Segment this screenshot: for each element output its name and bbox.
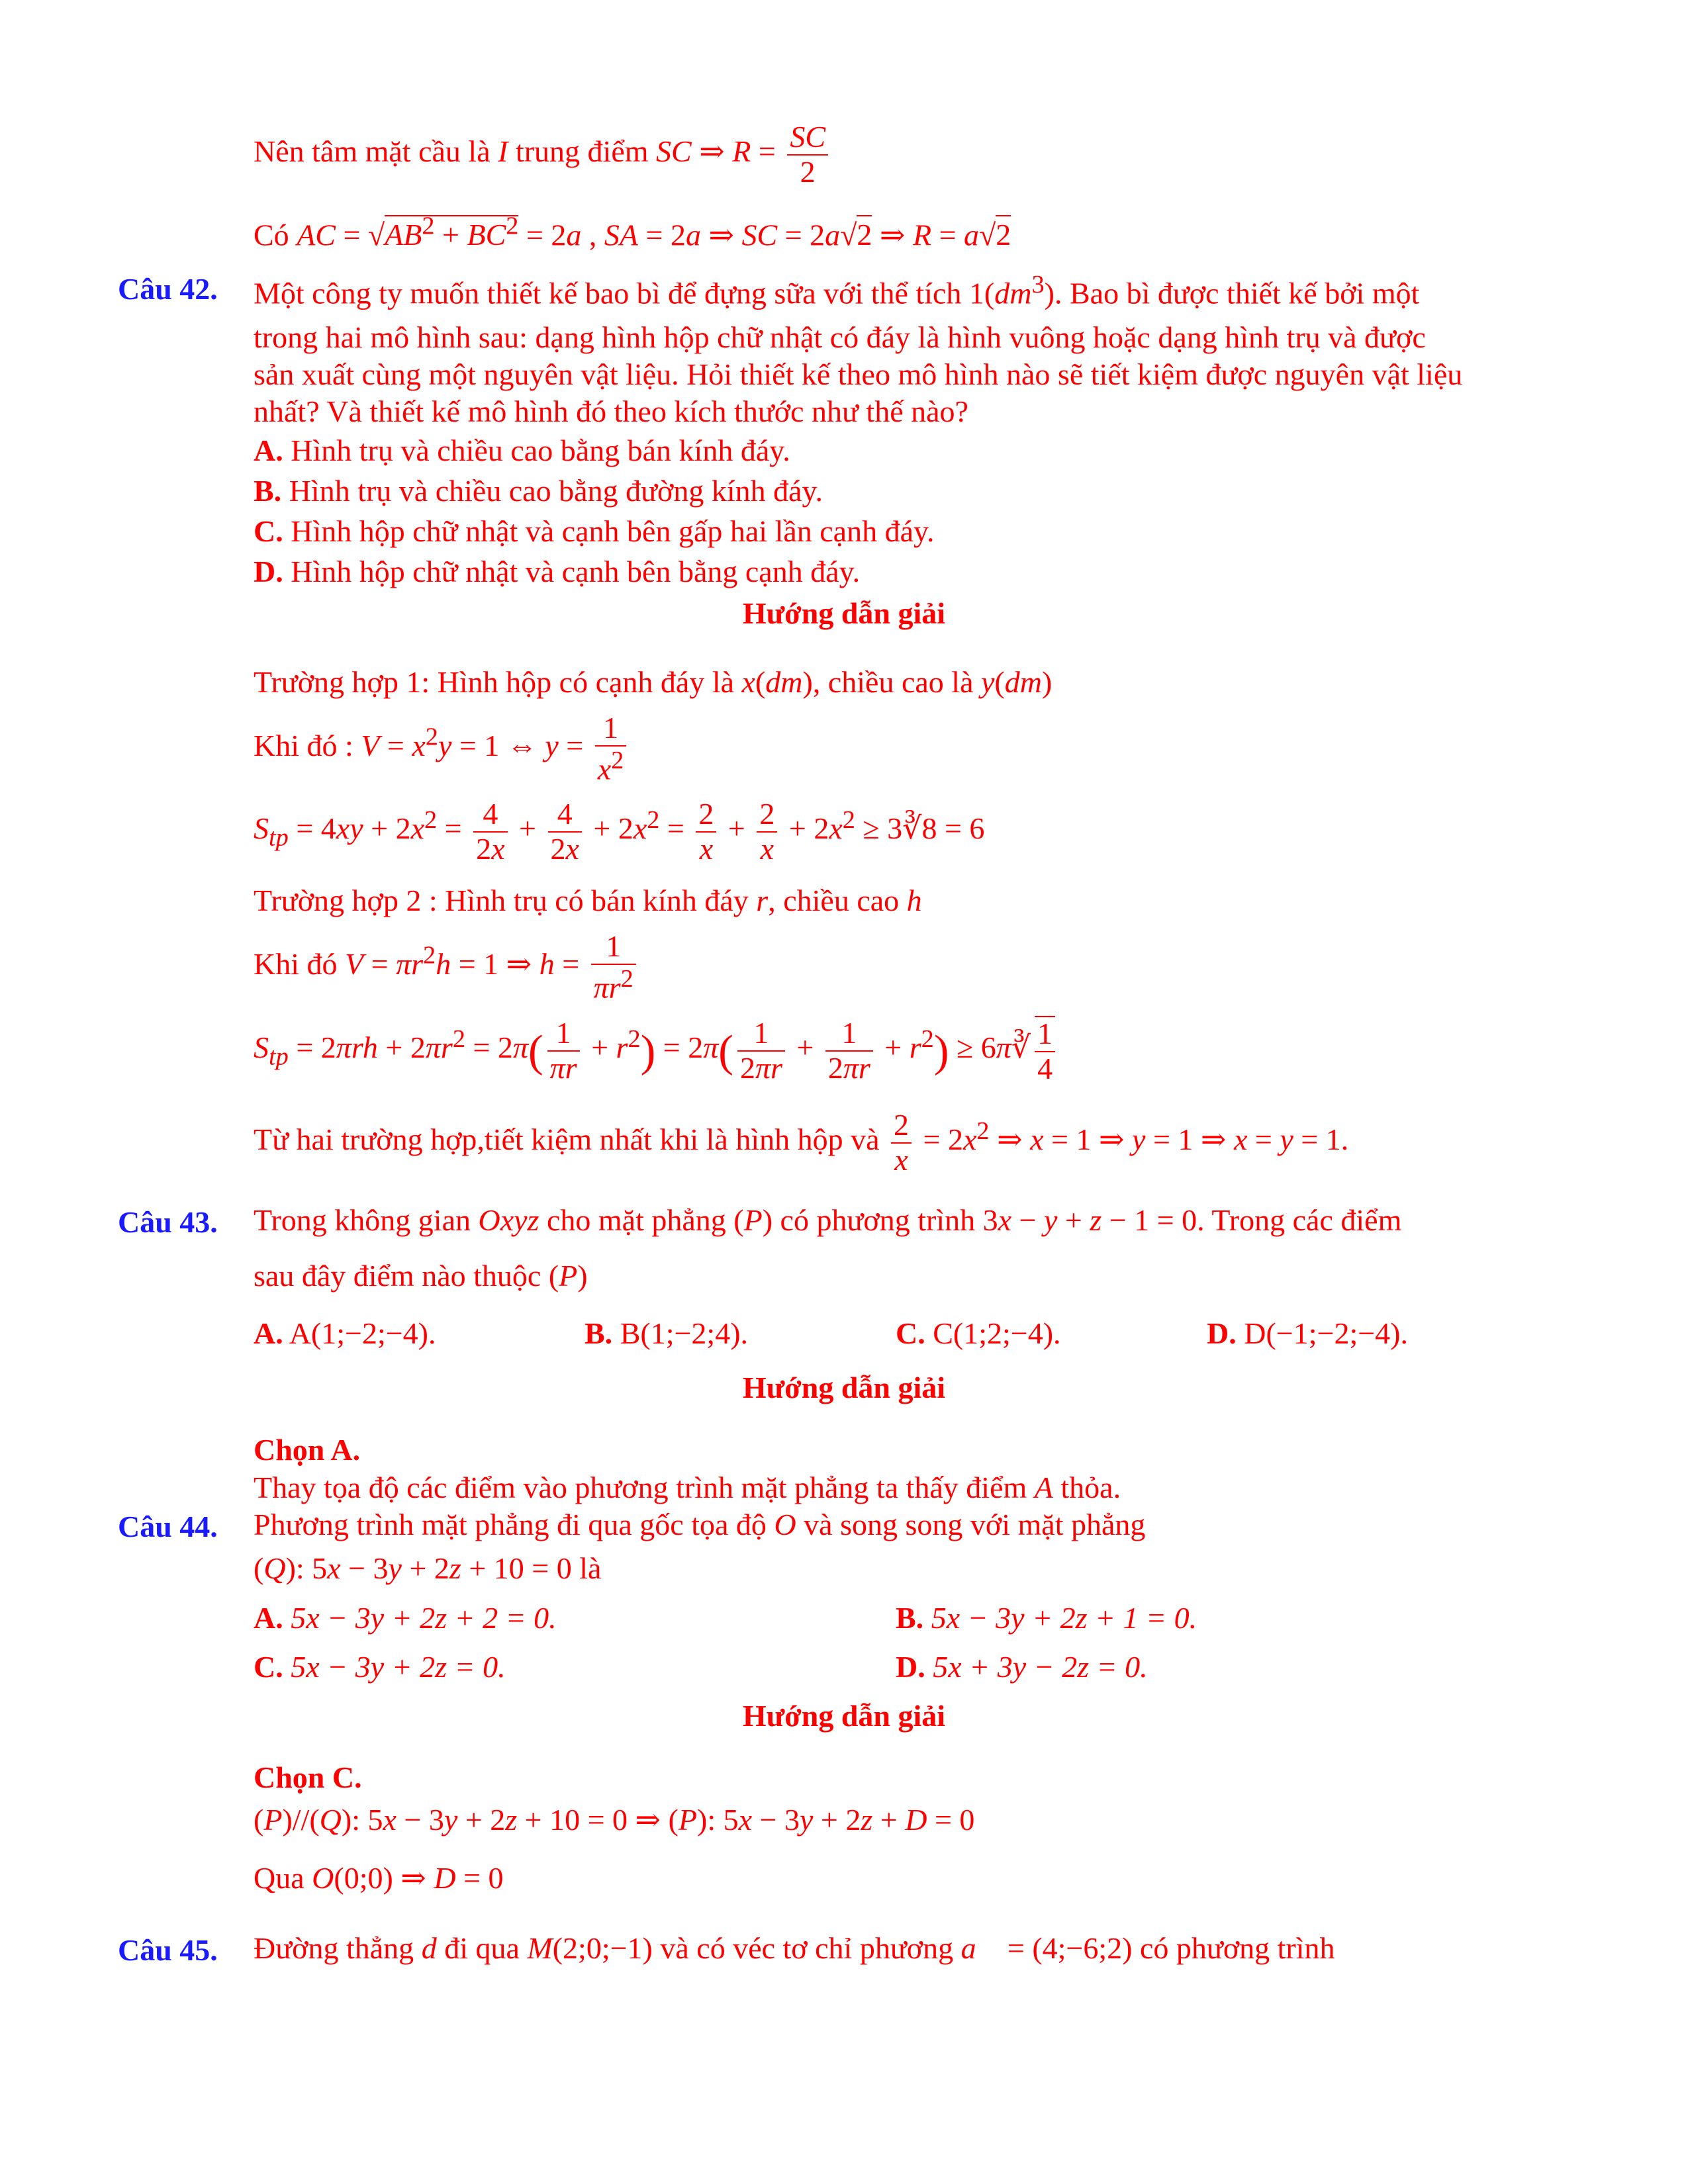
q44-solution-1: (P)//(Q): 5x − 3y + 2z + 10 = 0 ⇒ (P): 5x − 3y + 2z + D = 0 xyxy=(254,1803,975,1837)
prev-line-1: Nên tâm mặt cầu là I trung điểm SC ⇒ R = $\frac{SC}{2}$ xyxy=(254,120,832,189)
q42-stem-1: Một công ty muốn thiết kế bao bì để đựng sữa với thể tích $1(dm^3)$. Bao bì được thiết kế bởi một xyxy=(254,271,1420,310)
q44-answer: Chọn C. xyxy=(254,1760,362,1794)
q42-area-box: $S_{tp} = 4xy + 2x^2$ = $\frac{4}{2x}$ + $\frac{4}{2x}$ + $2x^2$ = $\frac{2}{x}$ + $\frac{2}{x}$ + $2x^2$ ≥ 3∛8 = 6 xyxy=(254,797,985,866)
q42-label: Câu 42. xyxy=(118,272,218,306)
q42-area-cylinder: $S_{tp} = 2\pi rh + 2\pi r^2 = 2\pi$( $\frac{1}{\pi r}$ + $r^2) = 2\pi$( $\frac{1}{2\pi r}$ + $\frac{1}{2\pi r}$ + $r^2$) ≥ 6π∛ $\frac{1}{4}$ xyxy=(254,1016,1059,1085)
q44-stem-1: Phương trình mặt phẳng đi qua gốc tọa độ O và song song với mặt phẳng xyxy=(254,1508,1146,1541)
q44-option-c[interactable]: C. 5x − 3y + 2z = 0. xyxy=(254,1650,506,1684)
q44-solution-2: Qua O(0;0) ⇒ D = 0 xyxy=(254,1861,504,1895)
q42-option-c[interactable]: C. Hình hộp chữ nhật và cạnh bên gấp hai lần cạnh đáy. xyxy=(254,514,935,548)
q43-label: Câu 43. xyxy=(118,1205,218,1239)
q42-stem-2: trong hai mô hình sau: dạng hình hộp chữ nhật có đáy là hình vuông hoặc dạng hình trụ và được xyxy=(254,320,1426,354)
q43-option-d[interactable]: D. D(−1;−2;−4). xyxy=(1207,1316,1408,1350)
q43-option-a[interactable]: A. A(1;−2;−4). xyxy=(254,1316,436,1350)
q45-label: Câu 45. xyxy=(118,1933,218,1967)
prev-line-2: Có AC = $√AB^2 + BC^2 = 2a$ , SA = 2a ⇒ SC = 2a√2 ⇒ R = a√2 xyxy=(254,212,1011,252)
q44-option-d[interactable]: D. 5x + 3y − 2z = 0. xyxy=(896,1650,1148,1684)
q43-explanation: Thay tọa độ các điểm vào phương trình mặt phẳng ta thấy điểm A thỏa. xyxy=(254,1471,1121,1504)
q43-stem-1: Trong không gian Oxyz cho mặt phẳng (P) có phương trình 3x − y + z − 1 = 0. Trong các điểm xyxy=(254,1203,1402,1237)
q43-option-c[interactable]: C. C(1;2;−4). xyxy=(896,1316,1061,1350)
q44-option-b[interactable]: B. 5x − 3y + 2z + 1 = 0. xyxy=(896,1601,1197,1635)
q42-conclusion: Từ hai trường hợp,tiết kiệm nhất khi là hình hộp và $\frac{2}{x}$ = $2x^2$ ⇒ x = 1 ⇒ y = 1 ⇒ x = y = 1. xyxy=(254,1108,1349,1177)
q42-case-1: Trường hợp 1: Hình hộp có cạnh đáy là x(dm), chiều cao là y(dm) xyxy=(254,665,1053,699)
q44-label: Câu 44. xyxy=(118,1510,218,1543)
q43-guide-heading: Hướng dẫn giải xyxy=(742,1371,946,1404)
q42-option-d[interactable]: D. Hình hộp chữ nhật và cạnh bên bằng cạnh đáy. xyxy=(254,555,861,588)
q44-guide-heading: Hướng dẫn giải xyxy=(742,1699,946,1733)
q42-volume-box: Khi đó : $V = x^2y = 1$ ⇔ y = $\frac{1}{x^2}$ xyxy=(254,711,630,786)
q43-option-b[interactable]: B. B(1;−2;4). xyxy=(585,1316,749,1350)
q42-option-a[interactable]: A. Hình trụ và chiều cao bằng bán kính đáy. xyxy=(254,433,790,467)
q42-option-b[interactable]: B. Hình trụ và chiều cao bằng đường kính đáy. xyxy=(254,474,823,508)
q42-case-2: Trường hợp 2 : Hình trụ có bán kính đáy r, chiều cao h xyxy=(254,884,922,917)
q44-stem-2: (Q): 5x − 3y + 2z + 10 = 0 là xyxy=(254,1551,602,1585)
q42-stem-4: nhất? Và thiết kế mô hình đó theo kích thước như thế nào? xyxy=(254,394,968,428)
q42-stem-3: sản xuất cùng một nguyên vật liệu. Hỏi thiết kế theo mô hình nào sẽ tiết kiệm được nguyên vật liệu xyxy=(254,357,1463,391)
q42-guide-heading: Hướng dẫn giải xyxy=(742,596,946,630)
q43-stem-2: sau đây điểm nào thuộc (P) xyxy=(254,1259,588,1293)
q45-stem-1: Đường thẳng d đi qua M(2;0;−1) và có véc tơ chỉ phương a⃗ = (4;−6;2) có phương trình xyxy=(254,1931,1335,1965)
q44-option-a[interactable]: A. 5x − 3y + 2z + 2 = 0. xyxy=(254,1601,557,1635)
q43-answer: Chọn A. xyxy=(254,1433,361,1467)
q42-volume-cylinder: Khi đó $V = \pi r^2h = 1$ ⇒ h = $\frac{1}{\pi r^2}$ xyxy=(254,930,640,1005)
